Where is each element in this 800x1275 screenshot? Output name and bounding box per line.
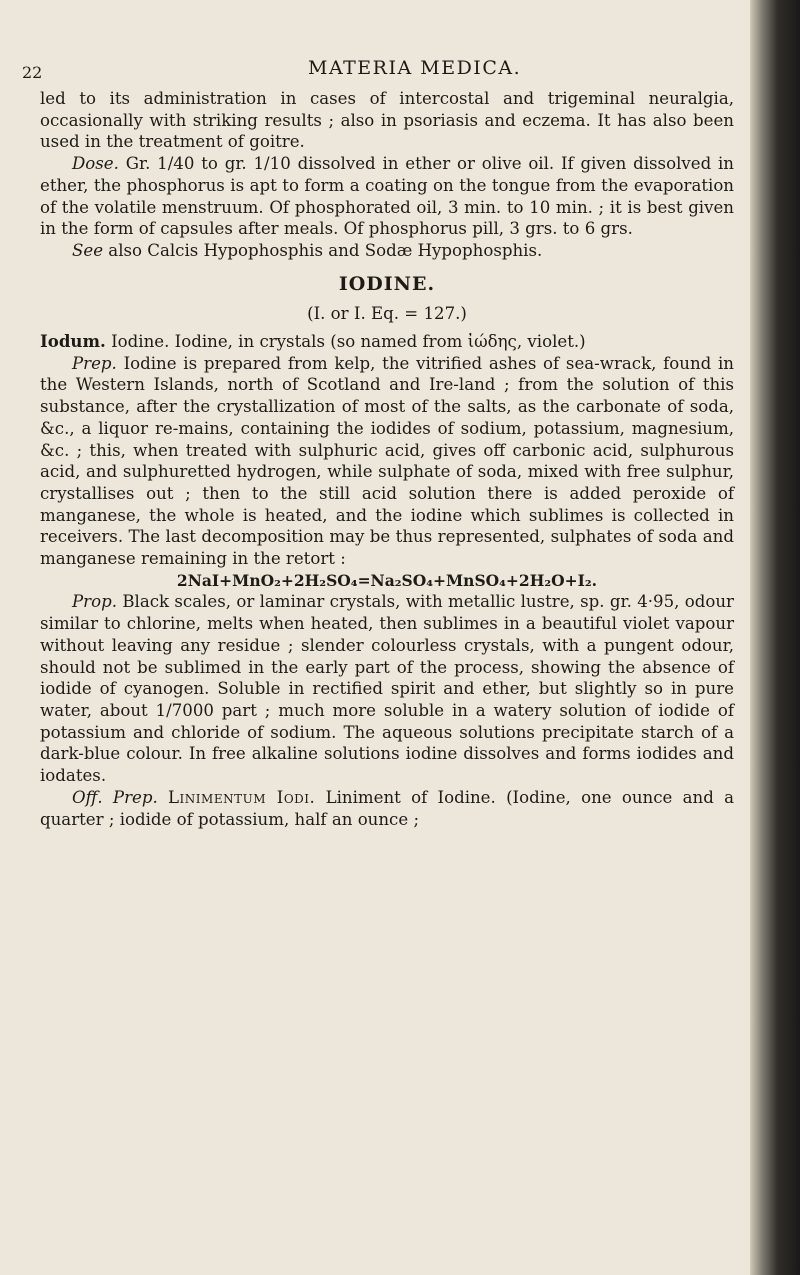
page-body [40,88,734,830]
dose-paragraph [40,153,734,240]
liniment-name: Linimentum Iodi. [168,787,316,807]
iodum-term: Iodum. [40,331,106,352]
dose-text: Gr. 1/40 to gr. 1/10 dissolved in ether or olive oil. If given dissolved in ether, the phosphorus is apt to form a coating on the tongue from the evaporation of the volatile menstruum. Of phosphorated oil, 3 min. to 10 min. ; it is best given in the form of capsules after meals. Of phosphorus pill, 3 grs. to 6 grs. [40,154,734,239]
paragraph-continuation: led to its administration in cases of intercostal and trigeminal neuralgia, occasionally with striking results ; also in psoriasis and eczema. It has also been used in the treatment of goitre. [40,89,734,152]
see-also-text: also Calcis Hypophosphis and Sodæ Hypophosphis. [108,240,543,260]
running-title: MATERIA MEDICA. [308,57,522,79]
off-prep-paragraph [40,787,734,830]
section-heading-iodine: IODINE. [338,272,436,295]
iodum-description: Iodine. Iodine, in crystals (so named from ἰώδης, violet.) [111,332,586,352]
off-prep-text: Liniment of Iodine. (Iodine, one ounce and a quarter ; iodide of potassium, half an ounce ; [40,787,734,829]
prop-label: Prop. [72,592,117,612]
iodine-equivalent: (I. or I. Eq. = 127.) [307,304,467,324]
prep-paragraph [40,353,734,570]
iodum-entry [40,331,734,353]
see-also-paragraph [40,240,734,262]
prep-text: Iodine is prepared from kelp, the vitrified ashes of sea-wrack, found in the Western Islands, north of Scotland and Ire-land ; from the solution of this substance, after the crystallization of most of the salts, as the carbonate of soda, &c., a liquor re-mains, containing the iodides of sodium, potassium, magnesium, &c. ; this, when treated with sulphuric acid, gives off carbonic acid, sulphurous acid, and sulphuretted hydrogen, while sulphate of soda, mixed with free sulphur, crystallises out ; then to the still acid solution there is added peroxide of manganese, the whole is heated, and the iodine which sublimes is collected in receivers. The last decomposition may be thus represented, sulphates of soda and manganese remaining in the retort : [40,353,734,569]
off-prep-label: Off. Prep. [72,787,158,807]
dose-label: Dose. [72,154,119,174]
see-also-label: See [72,240,104,260]
book-spine-shadow [750,0,800,1275]
prop-paragraph [40,591,734,786]
prep-label: Prep. [72,353,117,373]
prop-text: Black scales, or laminar crystals, with metallic lustre, sp. gr. 4·95, odour similar to chlorine, melts when heated, then sublimes in a beautiful violet vapour without leaving any residue ; slender colourless crystals, with a pungent odour, should not be sublimed in the early part of the process, showing the absence of iodide of cyanogen. Soluble in rectified spirit and ether, but slightly so in pure water, about 1/7000 part ; much more soluble in a watery solution of iodide of potassium and chloride of sodium. The aqueous solutions precipitate starch of a dark-blue colour. In free alkaline solutions iodine dissolves and forms iodides and iodates. [40,592,734,786]
chemical-equation: 2NaI+MnO₂+2H₂SO₄=Na₂SO₄+MnSO₄+2H₂O+I₂. [176,570,598,590]
page-number: 22 [22,63,43,82]
